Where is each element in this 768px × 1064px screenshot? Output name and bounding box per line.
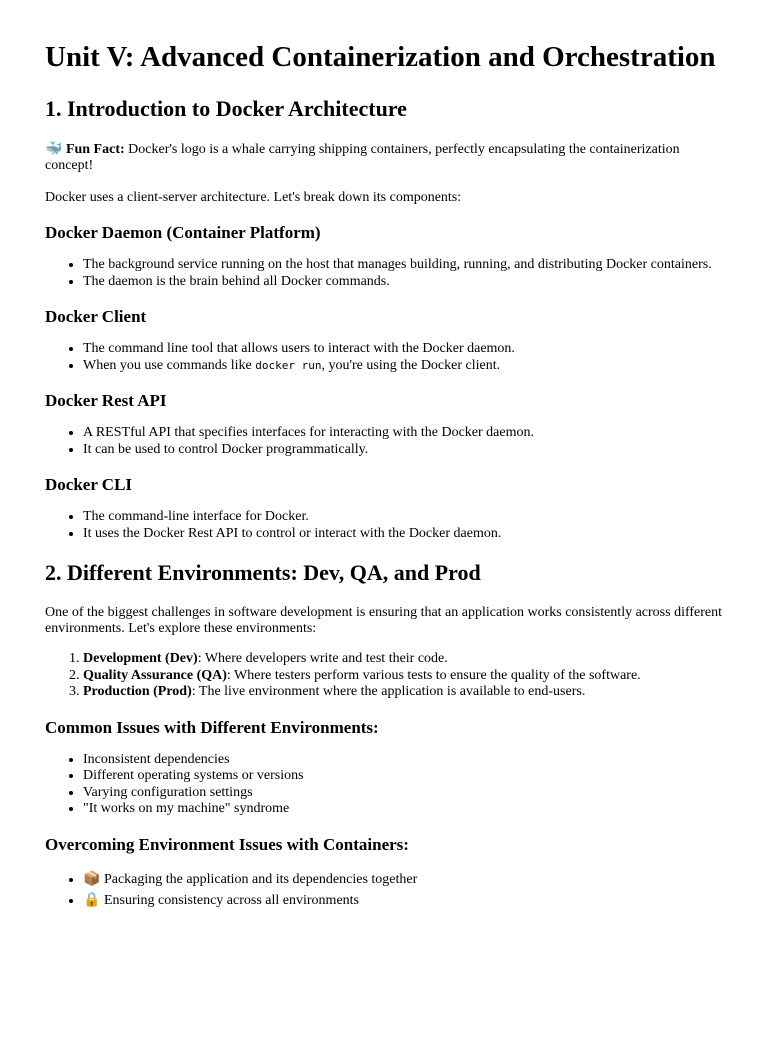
env-description: : The live environment where the application is available to end-users. [191, 684, 586, 699]
list-item: • It uses the Docker Rest API to control or interact with the Docker daemon. [83, 526, 724, 543]
list-item [83, 668, 724, 685]
subheading-docker-rest-api: Docker Rest API [45, 391, 167, 410]
whale-icon: 🐳 [45, 141, 63, 157]
list-item-text: , you're using the Docker client. [321, 357, 501, 373]
subheading-overcoming-issues: Overcoming Environment Issues with Containers: [45, 834, 409, 854]
env-description: : Where testers perform various tests to ensure the quality of the software. [226, 667, 641, 683]
fun-fact-paragraph [45, 141, 724, 174]
overcoming-issues-list [45, 869, 724, 911]
list-item: • The command line tool that allows users to interact with the Docker daemon. [83, 341, 724, 358]
env-description: : Where developers write and test their code. [197, 651, 448, 666]
env-term: Development (Dev) [83, 651, 198, 666]
list-item: • It can be used to control Docker programmatically. [83, 442, 724, 459]
list-item [83, 651, 724, 668]
environments-list [45, 651, 724, 701]
document-page [0, 40, 768, 911]
lock-icon: 🔒 [83, 891, 101, 908]
fun-fact-text: Docker's logo is a whale carrying shipping containers, perfectly encapsulating the containerization concept! [45, 142, 680, 173]
list-item-text: When you use commands like [83, 357, 256, 373]
list-item [83, 890, 724, 911]
subheading-docker-daemon: Docker Daemon (Container Platform) [45, 223, 321, 242]
list-item: • The command-line interface for Docker. [83, 509, 724, 526]
subheading-common-issues: Common Issues with Different Environments: [45, 717, 379, 737]
list-item [83, 358, 724, 375]
list-item: • Different operating systems or versions [83, 768, 724, 785]
section-heading-environments: 2. Different Environments: Dev, QA, and Prod [45, 560, 481, 585]
list-item: • Varying configuration settings [83, 785, 724, 802]
list-item [83, 684, 724, 701]
inline-code: docker run [255, 358, 322, 372]
docker-daemon-list [45, 257, 724, 290]
docker-cli-list [45, 509, 724, 542]
docker-client-list [45, 341, 724, 374]
package-icon: 📦 [83, 870, 101, 887]
list-item: • "It works on my machine" syndrome [83, 801, 724, 818]
list-item: • A RESTful API that specifies interfaces for interacting with the Docker daemon. [83, 425, 724, 442]
env-term: Quality Assurance (QA) [83, 667, 227, 683]
list-item-text: Packaging the application and its dependencies together [103, 871, 418, 887]
list-item [83, 869, 724, 890]
page-title: Unit V: Advanced Containerization and Orchestration [45, 41, 716, 73]
subheading-docker-client: Docker Client [45, 307, 147, 326]
subheading-docker-cli: Docker CLI [45, 475, 133, 494]
list-item: • Inconsistent dependencies [83, 752, 724, 769]
fun-fact-label: Fun Fact: [65, 142, 125, 157]
list-item: • The background service running on the host that manages building, running, and distributing Docker containers. [83, 257, 724, 274]
env-term: Production (Prod) [83, 684, 192, 699]
list-item-text: Ensuring consistency across all environments [103, 892, 359, 908]
environments-intro: One of the biggest challenges in software development is ensuring that an application works consistently across different environments. Let's explore these environments: [45, 605, 723, 636]
docker-rest-api-list [45, 425, 724, 458]
common-issues-list [45, 752, 724, 818]
architecture-intro: Docker uses a client-server architecture. Let's break down its components: [45, 190, 462, 205]
list-item: • The daemon is the brain behind all Docker commands. [83, 274, 724, 291]
section-heading-docker-architecture: 1. Introduction to Docker Architecture [45, 96, 407, 121]
